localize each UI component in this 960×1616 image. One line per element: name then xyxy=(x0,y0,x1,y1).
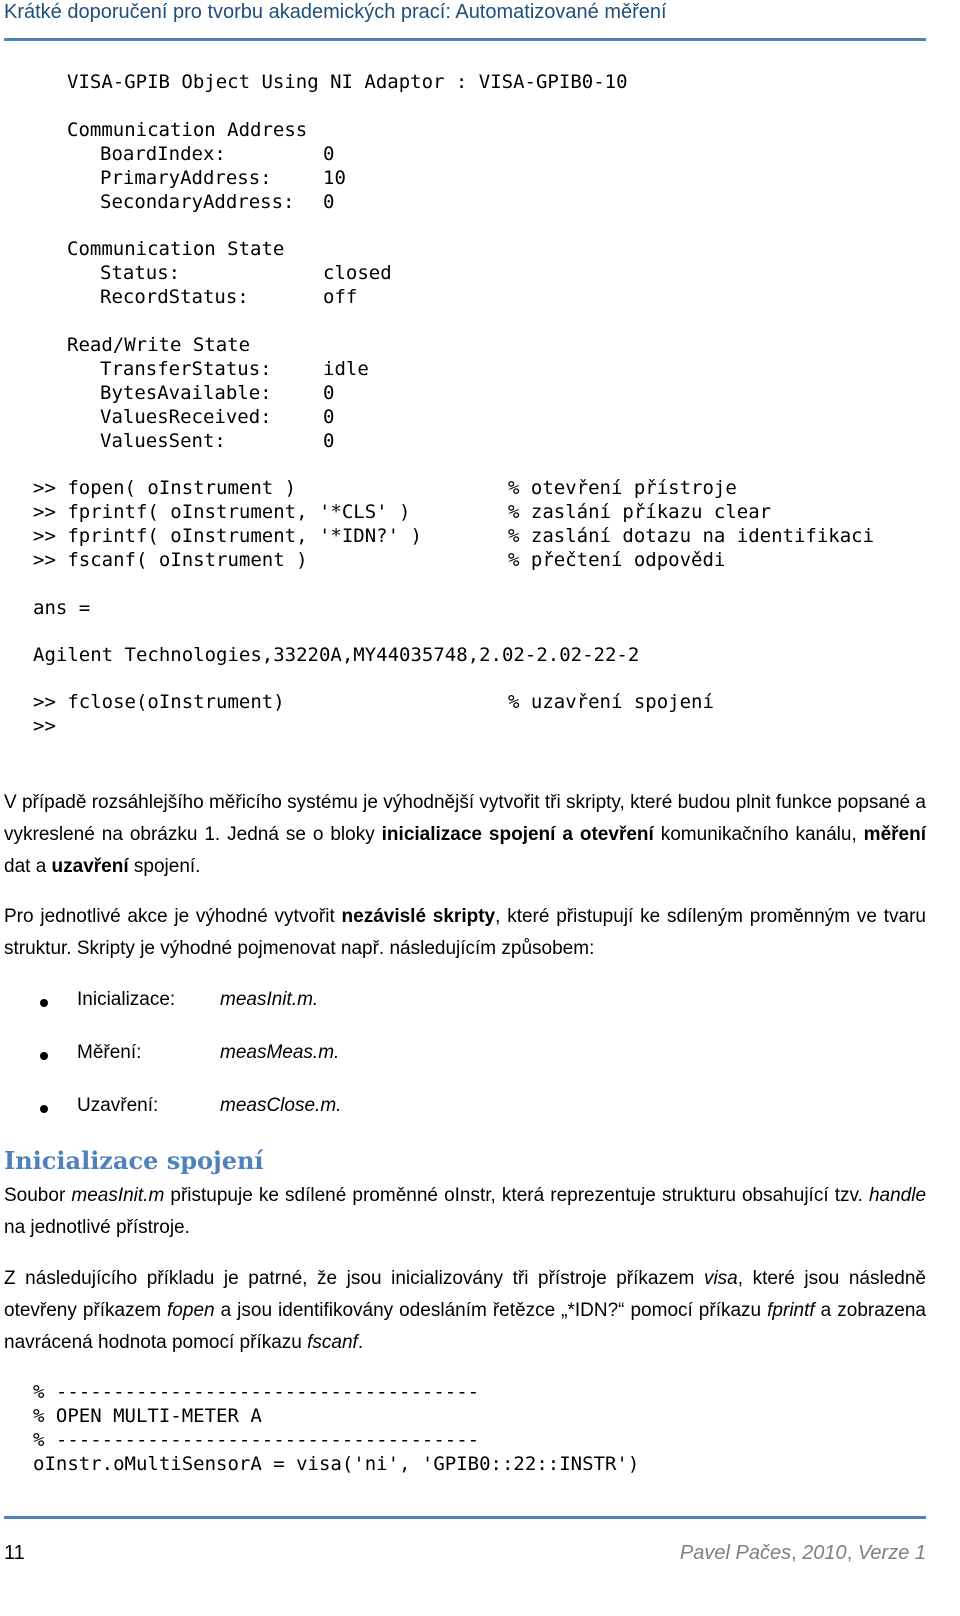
prop-value: 0 xyxy=(323,143,335,165)
command-line: >> fscanf( oInstrument ) xyxy=(33,549,308,571)
close-command: >> fclose(oInstrument) xyxy=(33,691,285,713)
bullet-icon xyxy=(40,1105,48,1113)
prop-value: 0 xyxy=(323,430,335,452)
section-heading: Inicializace spojení xyxy=(4,1146,264,1175)
header-title: Krátké doporučení pro tvorbu akademických prací: Automatizované měření xyxy=(4,1,667,23)
object-dump-title: VISA-GPIB Object Using NI Adaptor : VISA-GPIB0-10 xyxy=(67,71,628,93)
code-line: % ------------------------------------- xyxy=(33,1381,480,1403)
ans-value: Agilent Technologies,33220A,MY44035748,2.02-2.02-22-2 xyxy=(33,644,640,666)
prop-value: closed xyxy=(323,262,392,284)
command-comment: % zaslání dotazu na identifikaci xyxy=(508,525,875,547)
paragraph-measinit: Soubor measInit.m přistupuje ke sdílené proměnné oInstr, která reprezentuje strukturu obsahující tzv. handle na jednotlivé přístroje. xyxy=(4,1185,927,1238)
group-name: Communication Address xyxy=(67,119,308,141)
footer-author: Pavel Pačes, 2010, Verze 1 xyxy=(679,1542,926,1564)
prop-key: RecordStatus: xyxy=(100,286,249,308)
ans-label: ans = xyxy=(33,597,91,619)
command-line: >> fprintf( oInstrument, '*IDN?' ) xyxy=(33,525,422,547)
close-comment: % uzavření spojení xyxy=(508,691,714,713)
command-comment: % otevření přístroje xyxy=(508,477,737,499)
code-line: % ------------------------------------- xyxy=(33,1429,480,1451)
list-item-file: measMeas.m. xyxy=(220,1042,340,1063)
group-name: Read/Write State xyxy=(67,334,251,356)
bullet-icon xyxy=(40,999,48,1007)
paragraph-example: Z následujícího příkladu je patrné, že jsou inicializovány tři přístroje příkazem visa, které jsou následně otevřeny příkazem fopen a jsou identifikovány odesláním řetězce „*IDN?“ pomocí příkazu fprintf a zobrazena navrácená hodnota pomocí příkazu fscanf. xyxy=(4,1268,926,1353)
prop-value: 0 xyxy=(323,406,335,428)
prop-key: ValuesSent: xyxy=(100,430,226,452)
prop-value: 0 xyxy=(323,382,335,404)
list-item-label: Inicializace: xyxy=(77,989,176,1010)
list-item-label: Uzavření: xyxy=(77,1095,159,1116)
list-item-label: Měření: xyxy=(77,1042,142,1063)
page-header xyxy=(4,0,926,30)
prompt: >> xyxy=(33,715,56,737)
paragraph-scripts-intro: V případě rozsáhlejšího měřicího systému je výhodnější vytvořit tři skripty, které budou plnit funkce popsané a vykreslené na obrázku 1. Jedná se o bloky inicializace spojení a otevření komunikačního kanálu, měření dat a uzavření spojení. xyxy=(4,792,926,877)
header-rule xyxy=(4,38,926,41)
list-item-file: measClose.m. xyxy=(220,1095,342,1116)
prop-value: off xyxy=(323,286,358,308)
command-line: >> fopen( oInstrument ) xyxy=(33,477,297,499)
prop-key: ValuesReceived: xyxy=(100,406,272,428)
prop-key: TransferStatus: xyxy=(100,358,272,380)
prop-value: idle xyxy=(323,358,369,380)
paragraph-independent-scripts: Pro jednotlivé akce je výhodné vytvořit nezávislé skripty, které přistupují ke sdíleným proměnným ve tvaru struktur. Skripty je výhodné pojmenovat např. následujícím způsobem: xyxy=(4,906,926,959)
bullet-icon xyxy=(40,1052,48,1060)
page-number: 11 xyxy=(4,1542,25,1564)
command-comment: % přečtení odpovědi xyxy=(508,549,726,571)
code-line: oInstr.oMultiSensorA = visa('ni', 'GPIB0::22::INSTR') xyxy=(33,1453,640,1475)
command-line: >> fprintf( oInstrument, '*CLS' ) xyxy=(33,501,411,523)
list-item-file: measInit.m. xyxy=(220,989,319,1010)
prop-key: BytesAvailable: xyxy=(100,382,272,404)
prop-key: SecondaryAddress: xyxy=(100,191,295,213)
footer-rule xyxy=(4,1516,926,1519)
prop-key: PrimaryAddress: xyxy=(100,167,272,189)
prop-value: 10 xyxy=(323,167,346,189)
prop-key: Status: xyxy=(100,262,181,284)
prop-key: BoardIndex: xyxy=(100,143,226,165)
prop-value: 0 xyxy=(323,191,335,213)
code-line: % OPEN MULTI-METER A xyxy=(33,1405,262,1427)
command-comment: % zaslání příkazu clear xyxy=(508,501,772,523)
group-name: Communication State xyxy=(67,238,285,260)
